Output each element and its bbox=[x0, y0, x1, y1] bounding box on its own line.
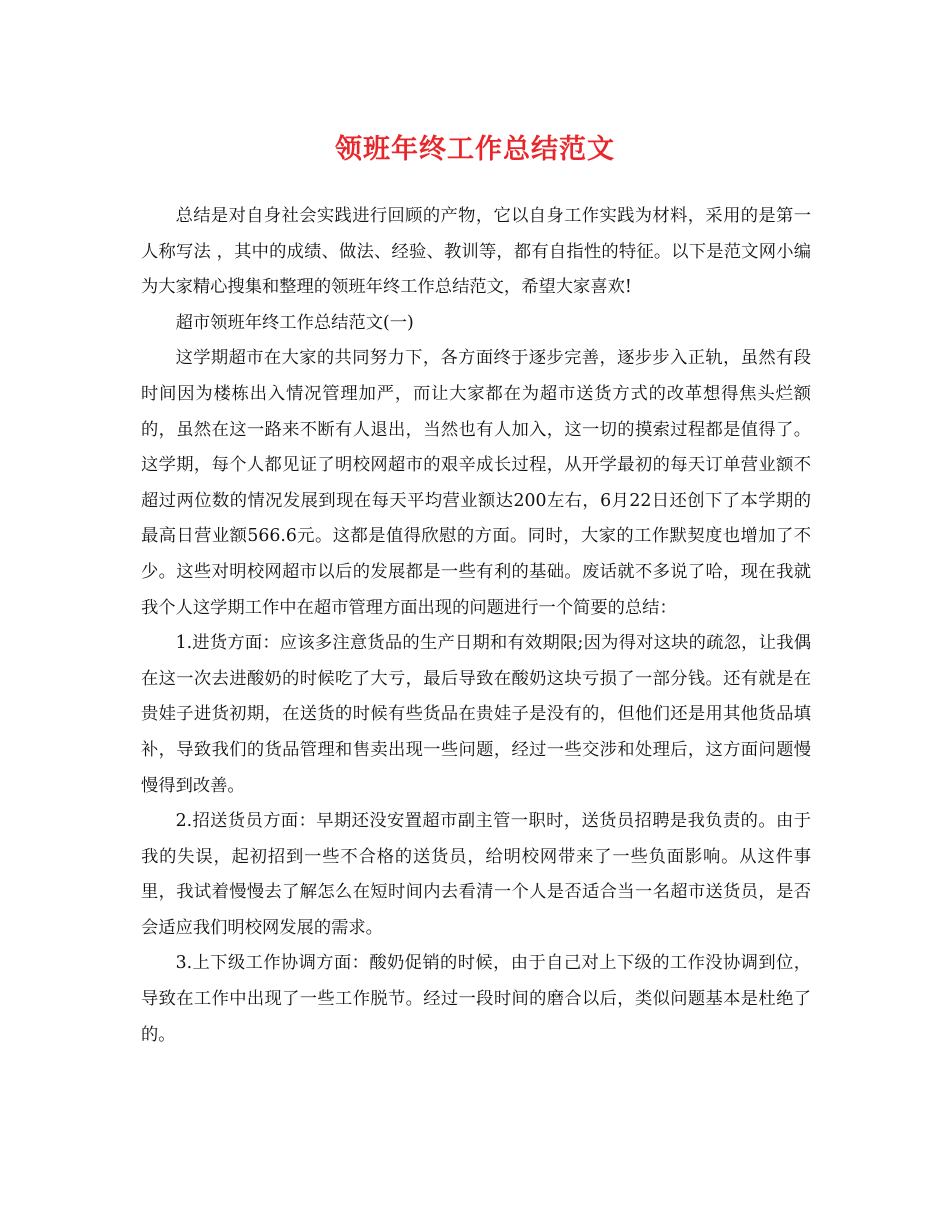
paragraph-item-1: 1.进货方面：应该多注意货品的生产日期和有效期限;因为得对这块的疏忽，让我偶在这一次去进酸奶的时候吃了大亏，最后导致在酸奶这块亏损了一部分钱。还有就是在贵娃子进货初期，在送货的时候有些货品在贵娃子是没有的，但他们还是用其他货品填补，导致我们的货品管理和售卖出现一些问题，经过一些交涉和处理后，这方面问题慢慢得到改善。 bbox=[141, 633, 811, 796]
section-heading: 超市领班年终工作总结范文(一) bbox=[175, 312, 414, 333]
document-title: 领班年终工作总结范文 bbox=[335, 134, 615, 165]
document-body bbox=[141, 199, 811, 1053]
paragraph-intro: 总结是对自身社会实践进行回顾的产物，它以自身工作实践为材料，采用的是第一人称写法 ，其中的成绩、做法、经验、教训等，都有自指性的特征。以下是范文网小编为大家精心搜集和整理的领班年终工作总结范文，希望大家喜欢! bbox=[141, 206, 811, 298]
paragraph-item-2: 2.招送货员方面：早期还没安置超市副主管一职时，送货员招聘是我负责的。由于我的失误，起初招到一些不合格的送货员，给明校网带来了一些负面影响。从这件事里，我试着慢慢去了解怎么在短时间内去看清一个人是否适合当一名超市送货员，是否会适应我们明校网发展的需求。 bbox=[141, 811, 811, 938]
paragraph-overview: 这学期超市在大家的共同努力下，各方面终于逐步完善，逐步步入正轨，虽然有段时间因为楼栋出入情况管理加严，而让大家都在为超市送货方式的改革想得焦头烂额的，虽然在这一路来不断有人退出，当然也有人加入，这一切的摸索过程都是值得了。这学期，每个人都见证了明校网超市的艰辛成长过程，从开学最初的每天订单营业额不超过两位数的情况发展到现在每天平均营业额达200左右，6月22日还创下了本学期的最高日营业额566.6元。这都是值得欣慰的方面。同时，大家的工作默契度也增加了不少。这些对明校网超市以后的发展都是一些有利的基础。废话就不多说了哈，现在我就我个人这学期工作中在超市管理方面出现的问题进行一个简要的总结： bbox=[141, 348, 811, 618]
paragraph-item-3: 3.上下级工作协调方面：酸奶促销的时候，由于自己对上下级的工作没协调到位，导致在工作中出现了一些工作脱节。经过一段时间的磨合以后，类似问题基本是杜绝了的。 bbox=[141, 953, 811, 1045]
